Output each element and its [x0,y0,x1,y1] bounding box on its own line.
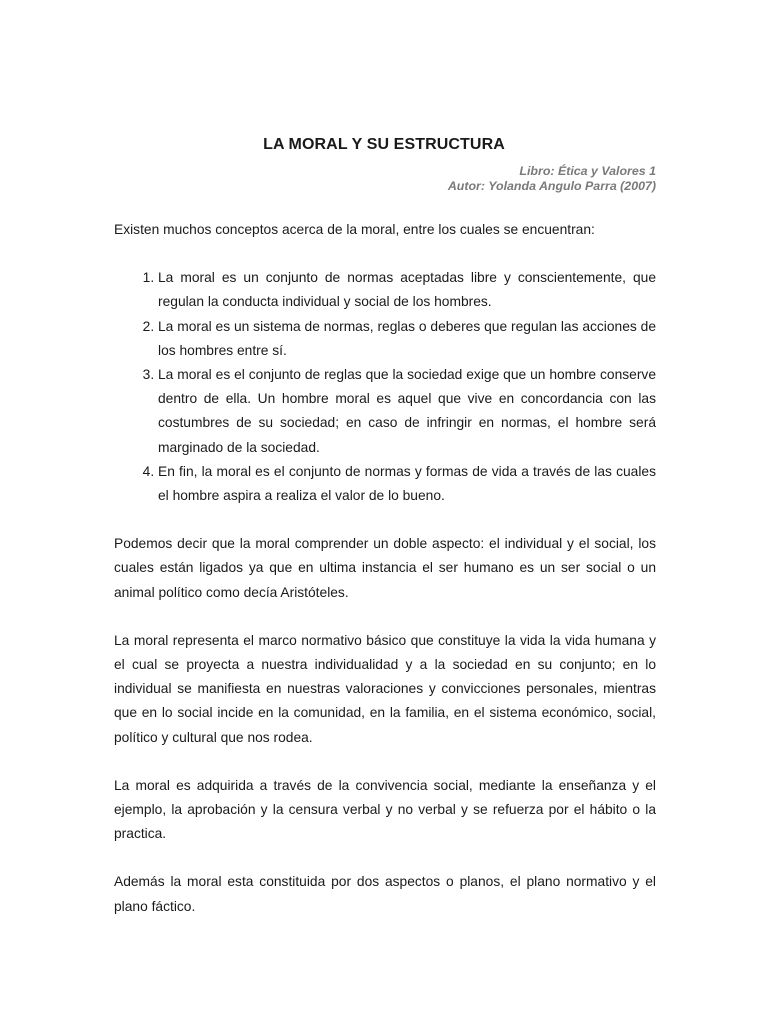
body-paragraph: La moral representa el marco normativo básico que constituye la vida la vida humana y el cual se proyecta a nuestra individualidad y a la sociedad en su conjunto; en lo individual se manifiesta en nuestras valoraciones y convicciones personales, mientras que en lo social incide en la comunidad, en la familia, en el sistema económico, social, político y cultural que nos rodea. [114,632,656,745]
document-body [114,218,656,919]
document-title: LA MORAL Y SU ESTRUCTURA [263,136,505,153]
author-line: Autor: Yolanda Angulo Parra (2007) [447,179,656,193]
concepts-list [114,266,656,508]
list-item: 4. En fin, la moral es el conjunto de normas y formas de vida a través de las cuales el hombre aspira a realiza el valor de lo bueno. [158,460,656,508]
list-item: 2. La moral es un sistema de normas, reglas o deberes que regulan las acciones de los hombres entre sí. [158,315,656,363]
body-paragraph: La moral es adquirida a través de la convivencia social, mediante la enseñanza y el ejemplo, la aprobación y la censura verbal y no verbal y se refuerza por el hábito o la practica. [114,777,656,842]
list-item: 3. La moral es el conjunto de reglas que la sociedad exige que un hombre conserve dentro de ella. Un hombre moral es aquel que vive en concordancia con las costumbres de su sociedad; en caso de infringir en normas, el hombre será marginado de la sociedad. [158,363,656,460]
document-meta [448,164,656,194]
intro-paragraph: Existen muchos conceptos acerca de la moral, entre los cuales se encuentran: [114,222,595,237]
list-item: 1. La moral es un conjunto de normas aceptadas libre y conscientemente, que regulan la conducta individual y social de los hombres. [158,266,656,314]
book-line: Libro: Ética y Valores 1 [519,164,656,178]
body-paragraph: Podemos decir que la moral comprender un doble aspecto: el individual y el social, los cuales están ligados ya que en ultima instancia el ser humano es un ser social o un animal político como decía Aristóteles. [114,536,656,600]
body-paragraph: Además la moral esta constituida por dos aspectos o planos, el plano normativo y el plano fáctico. [114,874,656,914]
